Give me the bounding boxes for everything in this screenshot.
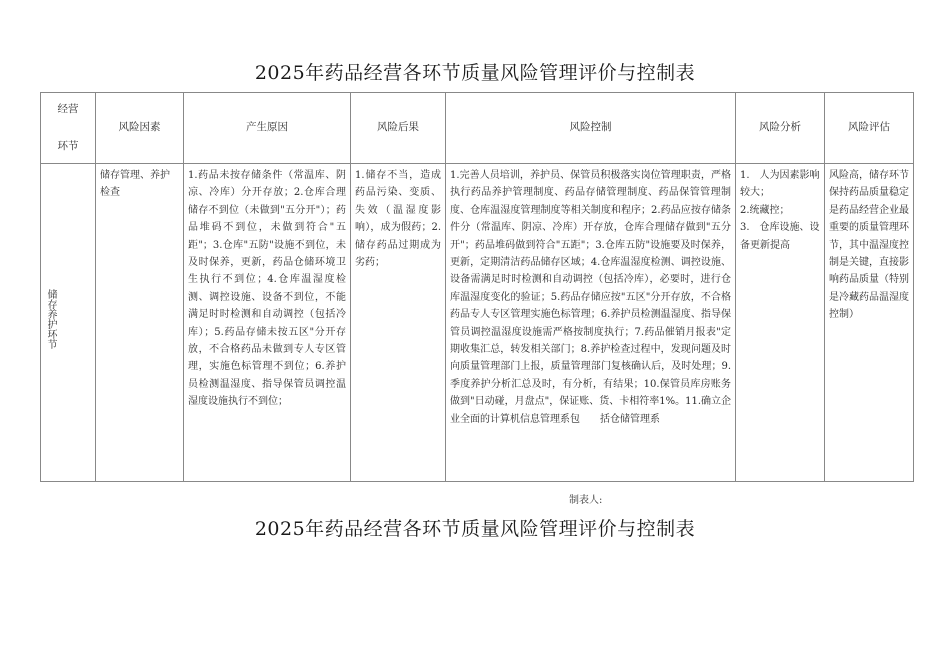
cell-segment bbox=[41, 164, 96, 482]
analysis-item: 2.统藏控； bbox=[740, 204, 790, 216]
cell-evaluation: 风险高，储存环节保持药品质量稳定是药品经营企业最重要的质量管理环节，其中温湿度控制是关键，直接影响药品质量（特别是冷藏药品温湿度控制） bbox=[825, 164, 914, 482]
header-cause: 产生原因 bbox=[184, 93, 351, 164]
header-segment bbox=[41, 93, 96, 164]
page-title: 2025年药品经营各环节质量风险管理评价与控制表 bbox=[254, 62, 696, 84]
cell-cause: 1.药品未按存储条件（常温库、阴凉、冷库）分开存放；2.仓库合理储存不到位（未做到"五分开"）；药品堆码不到位，未做到符合"五距"；3.仓库"五防"设施不到位，未及时保养，更新，药品仓储环境卫生执行不到位；4.仓库温湿度检测、调控设施、设备不到位，不能满足时时检测和自动调控（包括冷库）；5.药品存储未按五区"分开存放，不合格药品未做到专人专区管理，实施色标管理不到位；6.养护员检测温湿度、指导保管员调控温湿度设施执行不到位； bbox=[184, 164, 351, 482]
segment-label: 储存养护环节 bbox=[45, 289, 56, 350]
header-consequence: 风险后果 bbox=[351, 93, 446, 164]
page-title-repeat: 2025年药品经营各环节质量风险管理评价与控制表 bbox=[254, 518, 696, 540]
table-header-row bbox=[41, 93, 914, 164]
risk-control-table bbox=[40, 92, 914, 482]
maker-label: 制表人: bbox=[569, 495, 603, 506]
table-row bbox=[41, 164, 914, 482]
header-analysis: 风险分析 bbox=[736, 93, 825, 164]
header-control: 风险控制 bbox=[446, 93, 736, 164]
cell-consequence: 1.储存不当，造成药品污染、变质、失效（温湿度影响），成为假药；2.储存药品过期成为劣药； bbox=[351, 164, 446, 482]
header-risk-factor: 风险因素 bbox=[96, 93, 184, 164]
analysis-item: 1. 人为因素影响较大； bbox=[740, 170, 820, 199]
header-segment-line1: 经营 bbox=[57, 102, 79, 115]
cell-analysis bbox=[736, 164, 825, 482]
header-segment-line2: 环节 bbox=[57, 140, 79, 152]
header-evaluation: 风险评估 bbox=[825, 93, 914, 164]
cell-control: 1.完善人员培训，养护员、保管员积极落实岗位管理职责，严格执行药品养护管理制度、药品存储管理制度、药品保管管理制度、仓库温湿度管理制度等相关制度和程序；2.药品应按存储条件分（常温库、阴凉、冷库）开存放，仓库合理储存做到"五分开"；药品堆码做到符合"五距"；3.仓库五防"设施要及时保养，更新，定期清洁药品储存区域；4.仓库温湿度检测、调控设施、设备需满足时时检测和自动调控（包括冷库），必要时，进行仓库温湿度变化的验证；5.药品存储应按"五区"分开存放，不合格药品专人专区管理实施色标管理；6.养护员检测温湿度、指导保管员调控温湿度设施需严格按制度执行；7.药品催销月报表"定期收集汇总，转发相关部门；8.养护检查过程中，发现问题及时向质量管理部门上报，质量管理部门复核确认后，及时处理；9.季度养护分析汇总及时，有分析，有结果；10.保管员库房账务做到"日动碰，月盘点"，保证账、货、卡相符率1%。11.确立企业全面的计算机信息管理系包 括仓储管理系 bbox=[446, 164, 736, 482]
cell-risk-factor: 储存管理、养护检查 bbox=[96, 164, 184, 482]
analysis-item: 3. 仓库设施、设备更新提高 bbox=[740, 222, 820, 251]
